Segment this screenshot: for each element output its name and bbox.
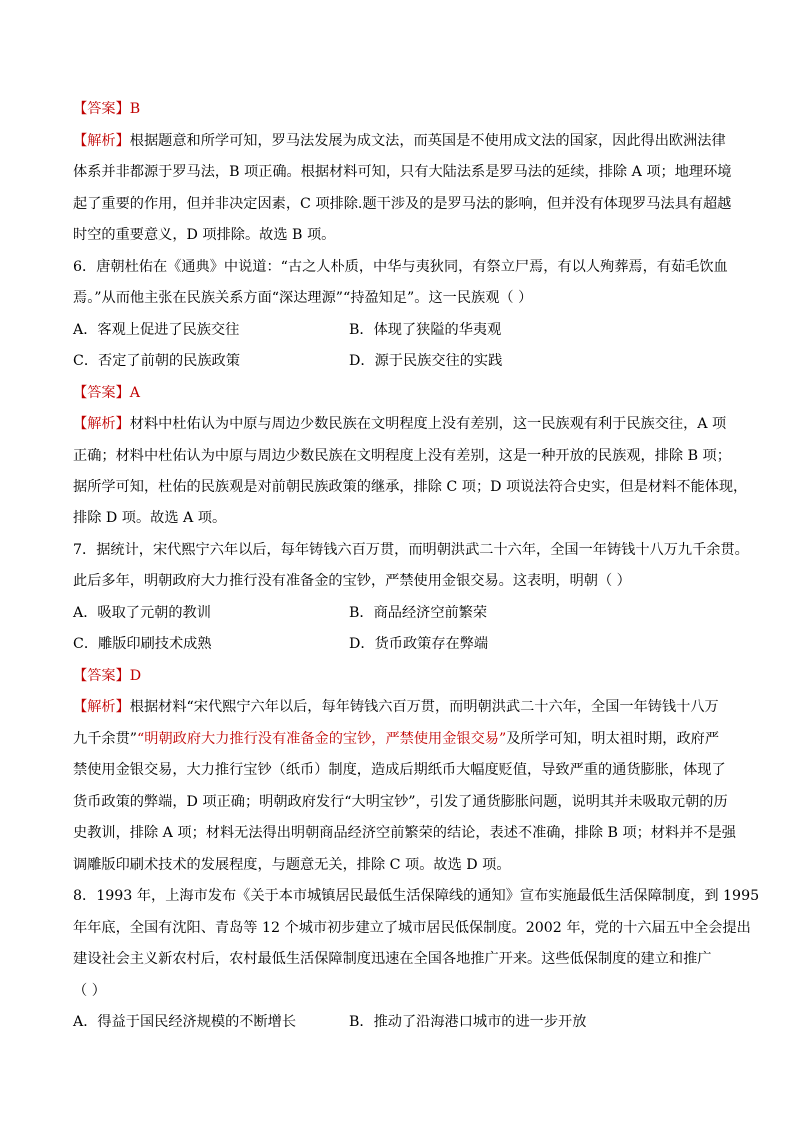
q8-stem-line-1: 8．1993 年，上海市发布《关于本市城镇居民最低生活保障线的通知》宣布实施最低生活保障制度，到 1995 <box>73 888 760 904</box>
q7-option-a[interactable]: A．吸取了元朝的教训 <box>73 605 211 621</box>
q8-stem-line-3: 建设社会主义新农村后，农村最低生活保障制度迅速在全国各地推广开来。这些低保制度的建立和推广 <box>73 951 712 967</box>
q5-analysis-line-4: 时空的重要意义，D 项排除。故选 B 项。 <box>73 227 336 243</box>
analysis-text: 九千余贯” <box>73 731 138 747</box>
analysis-text: 根据材料“宋代熙宁六年以后，每年铸钱六百万贯，而明朝洪武二十六年，全国一年铸钱十八万 <box>129 699 719 715</box>
q5-analysis-line-1 <box>73 131 726 151</box>
q7-analysis-line-6: 调雕版印刷术技术的发展程度，与题意无关，排除 C 项。故选 D 项。 <box>73 857 511 873</box>
q7-stem-line-2: 此后多年，明朝政府大力推行没有准备金的宝钞，严禁使用金银交易。这表明，明朝（ ） <box>73 573 631 589</box>
q7-option-b[interactable]: B．商品经济空前繁荣 <box>349 605 488 621</box>
q8-option-b[interactable]: B．推动了沿海港口城市的进一步开放 <box>349 1014 587 1030</box>
q6-option-d[interactable]: D．源于民族交往的实践 <box>349 353 503 369</box>
analysis-text: 根据题意和所学可知，罗马法发展为成文法，而英国是不使用成文法的国家，因此得出欧洲法律 <box>129 133 726 149</box>
q5-answer <box>73 99 140 119</box>
q7-analysis-line-2 <box>73 729 719 749</box>
q6-analysis-line-2: 正确；材料中杜佑认为中原与周边少数民族在文明程度上没有差别，这是一种开放的民族观，排除 B 项； <box>73 448 731 464</box>
q7-analysis-line-5: 史教训，排除 A 项；材料无法得出明朝商品经济空前繁荣的结论，表述不准确，排除 B 项；材料并不是强 <box>73 825 736 841</box>
q7-option-c[interactable]: C．雕版印刷技术成熟 <box>73 636 212 652</box>
q6-analysis-line-3: 据所学可知，杜佑的民族观是对前朝民族政策的继承，排除 C 项；D 项说法符合史实，但是材料不能体现， <box>73 479 748 495</box>
analysis-highlight: “明朝政府大力推行没有准备金的宝钞，严禁使用金银交易” <box>137 731 507 747</box>
q6-analysis-line-1 <box>73 414 726 434</box>
answer-label: 【答案】 <box>73 385 130 401</box>
q6-analysis-line-4: 排除 D 项。故选 A 项。 <box>73 510 227 526</box>
q8-stem-line-2: 年年底，全国有沈阳、青岛等 12 个城市初步建立了城市居民低保制度。2002 年，党的十六届五中全会提出 <box>73 920 751 936</box>
analysis-label: 【解析】 <box>73 699 130 715</box>
q7-analysis-line-3: 禁使用金银交易，大力推行宝钞（纸币）制度，造成后期纸币大幅度贬值，导致严重的通货膨胀，体现了 <box>73 762 726 778</box>
q7-stem-line-1: 7．据统计，宋代熙宁六年以后，每年铸钱六百万贯，而明朝洪武二十六年，全国一年铸钱十八万九千余贯。 <box>73 542 749 558</box>
answer-value: D <box>129 668 142 684</box>
q8-stem-line-4: （ ） <box>73 983 106 999</box>
q6-option-c[interactable]: C．否定了前朝的民族政策 <box>73 353 240 369</box>
answer-value: B <box>129 101 141 117</box>
answer-label: 【答案】 <box>73 668 130 684</box>
analysis-text: 材料中杜佑认为中原与周边少数民族在文明程度上没有差别，这一民族观有利于民族交往，A 项 <box>129 416 727 432</box>
q6-option-b[interactable]: B．体现了狭隘的华夷观 <box>349 322 502 338</box>
q5-analysis-line-3: 起了重要的作用，但并非决定因素，C 项排除.题干涉及的是罗马法的影响，但并没有体现罗马法具有超越 <box>73 196 732 212</box>
q7-answer <box>73 666 141 686</box>
q6-stem-line-2: 焉。”从而他主张在民族关系方面“深达理源”“持盈知足”。这一民族观（ ） <box>73 290 533 306</box>
q6-answer <box>73 383 140 403</box>
answer-label: 【答案】 <box>73 101 130 117</box>
analysis-label: 【解析】 <box>73 133 130 149</box>
q7-analysis-line-1 <box>73 697 719 717</box>
answer-value: A <box>129 385 141 401</box>
analysis-label: 【解析】 <box>73 416 130 432</box>
q8-option-a[interactable]: A．得益于国民经济规模的不断增长 <box>73 1014 297 1030</box>
analysis-text: 及所学可知，明太祖时期，政府严 <box>506 731 720 747</box>
q7-option-d[interactable]: D．货币政策存在弊端 <box>349 636 489 652</box>
q6-stem-line-1: 6．唐朝杜佑在《通典》中说道：“古之人朴质，中华与夷狄同，有祭立尸焉，有以人殉葬焉，有茹毛饮血 <box>73 259 728 275</box>
q7-analysis-line-4: 货币政策的弊端，D 项正确；明朝政府发行“大明宝钞”，引发了通货膨胀问题，说明其并未吸取元朝的历 <box>73 794 728 810</box>
q5-analysis-line-2: 体系并非都源于罗马法，B 项正确。根据材料可知，只有大陆法系是罗马法的延续，排除 A 项；地理环境 <box>73 164 732 180</box>
q6-option-a[interactable]: A．客观上促进了民族交往 <box>73 322 240 338</box>
